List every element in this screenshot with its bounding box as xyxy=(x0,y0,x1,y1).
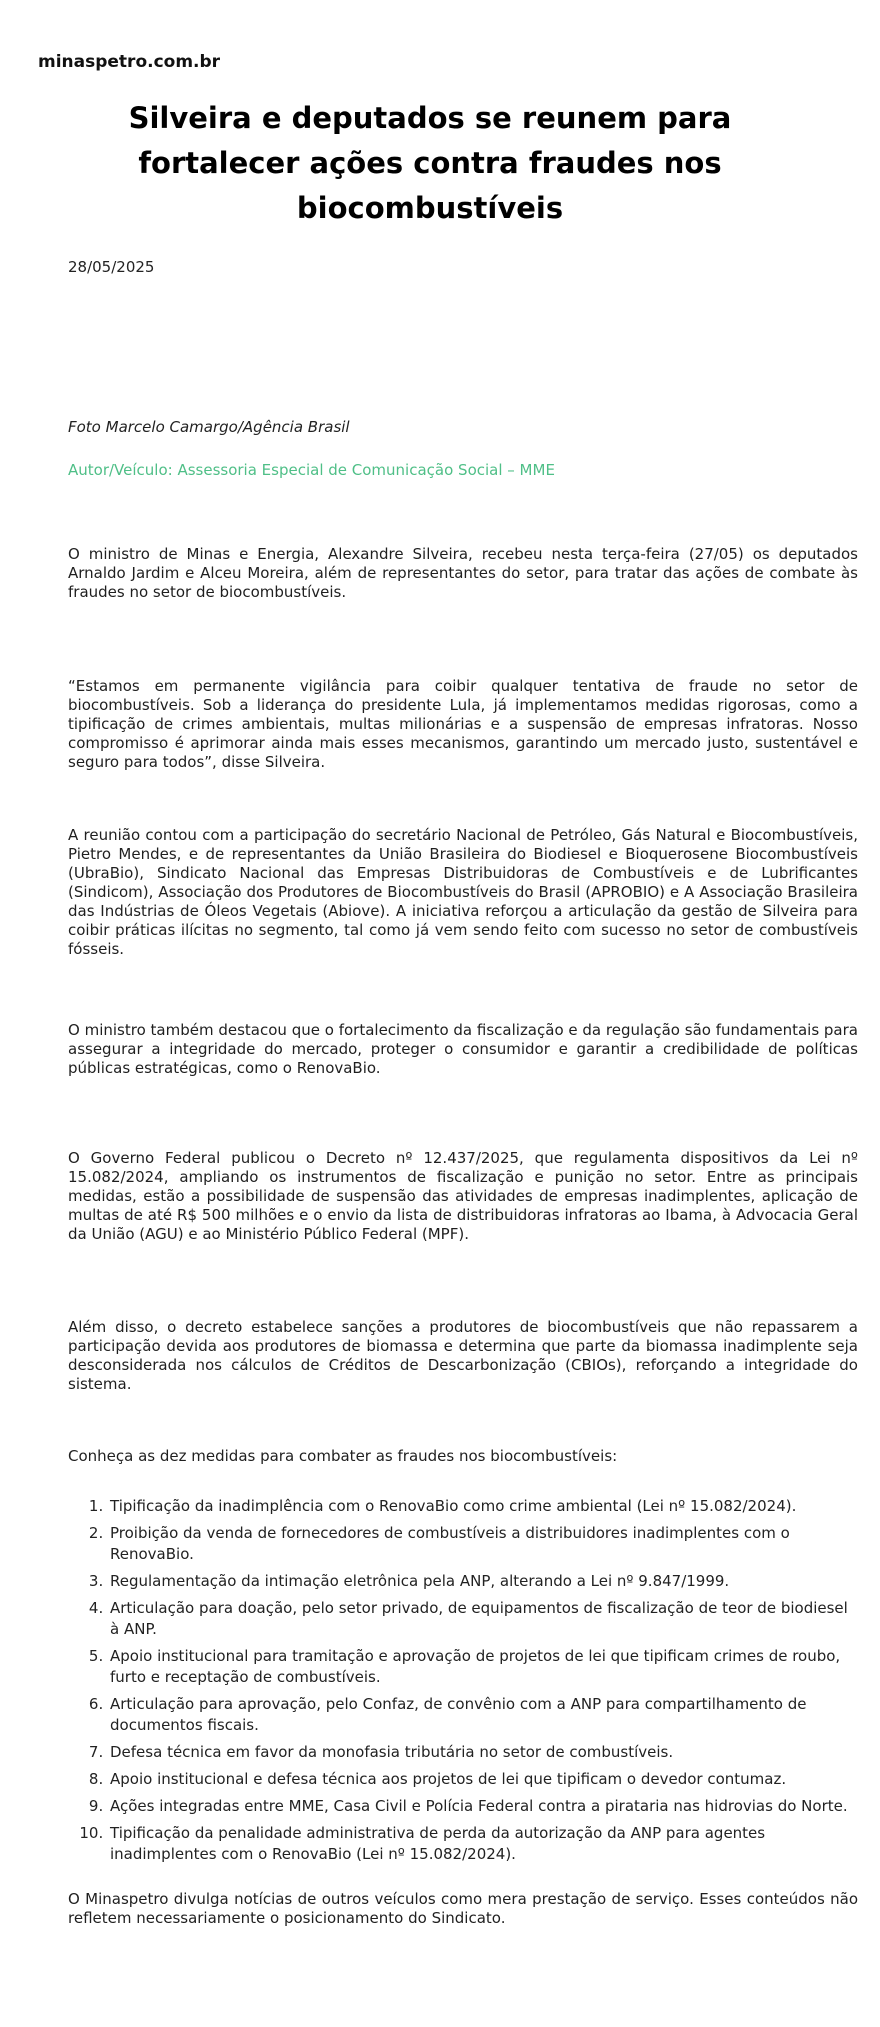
list-item: 8. Apoio institucional e defesa técnica aos projetos de lei que tipificam o devedor contumaz. xyxy=(108,1769,858,1790)
paragraph-meeting: A reunião contou com a participação do secretário Nacional de Petróleo, Gás Natural e Biocombustíveis, Pietro Mendes, e de representantes da União Brasileira do Biodiesel e Bioquerosene Biocombustíveis (UbraBio), Sindicato Nacional das Empresas Distribuidoras de Combustíveis e de Lubrificantes (Sindicom), Associação dos Produtores de Biocombustíveis do Brasil (APROBIO) e A Associação Brasileira das Indústrias de Óleos Vegetais (Abiove). A iniciativa reforçou a articulação da gestão de Silveira para coibir práticas ilícitas no segmento, tal como já vem sendo feito com sucesso no setor de combustíveis fósseis. xyxy=(68,826,858,958)
list-item: 6. Articulação para aprovação, pelo Confaz, de convênio com a ANP para compartilhamento de documentos fiscais. xyxy=(108,1694,858,1736)
measures-list xyxy=(68,1496,858,1871)
paragraph-quote: “Estamos em permanente vigilância para coibir qualquer tentativa de fraude no setor de biocombustíveis. Sob a liderança do presidente Lula, já implementamos medidas rigorosas, como a tipificação de crimes ambientais, multas milionárias e a suspensão de empresas infratoras. Nosso compromisso é aprimorar ainda mais esses mecanismos, garantindo um mercado justo, sustentável e seguro para todos”, disse Silveira. xyxy=(68,677,858,771)
paragraph-minister: O ministro também destacou que o fortalecimento da fiscalização e da regulação são fundamentais para assegurar a integridade do mercado, proteger o consumidor e garantir a credibilidade de políticas públicas estratégicas, como o RenovaBio. xyxy=(68,1021,858,1077)
list-item: 10. Tipificação da penalidade administrativa de perda da autorização da ANP para agentes inadimplentes com o RenovaBio (Lei nº 15.082/2024). xyxy=(108,1823,858,1865)
site-name: minaspetro.com.br xyxy=(38,52,221,72)
paragraph-measures-intro: Conheça as dez medidas para combater as fraudes nos biocombustíveis: xyxy=(68,1447,618,1465)
list-item: 4. Articulação para doação, pelo setor privado, de equipamentos de fiscalização de teor de biodiesel à ANP. xyxy=(108,1598,858,1640)
list-item: 5. Apoio institucional para tramitação e aprovação de projetos de lei que tipificam crimes de roubo, furto e receptação de combustíveis. xyxy=(108,1646,858,1688)
list-item: 7. Defesa técnica em favor da monofasia tributária no setor de combustíveis. xyxy=(108,1742,858,1763)
paragraph-sanctions: Além disso, o decreto estabelece sanções a produtores de biocombustíveis que não repassarem a participação devida aos produtores de biomassa e determina que parte da biomassa inadimplente seja desconsiderada nos cálculos de Créditos de Descarbonização (CBIOs), reforçando a integridade do sistema. xyxy=(68,1318,858,1393)
article-title: Silveira e deputados se reunem para fortalecer ações contra fraudes nos biocombustíveis xyxy=(128,101,732,225)
article-author: Autor/Veículo: Assessoria Especial de Comunicação Social – MME xyxy=(68,461,555,479)
paragraph-intro: O ministro de Minas e Energia, Alexandre Silveira, recebeu nesta terça-feira (27/05) os deputados Arnaldo Jardim e Alceu Moreira, além de representantes do setor, para tratar das ações de combate às fraudes no setor de biocombustíveis. xyxy=(68,545,858,601)
list-item: 1. Tipificação da inadimplência com o RenovaBio como crime ambiental (Lei nº 15.082/2024). xyxy=(108,1496,858,1517)
list-item: 9. Ações integradas entre MME, Casa Civil e Polícia Federal contra a pirataria nas hidrovias do Norte. xyxy=(108,1796,858,1817)
disclaimer: O Minaspetro divulga notícias de outros veículos como mera prestação de serviço. Esses conteúdos não refletem necessariamente o posicionamento do Sindicato. xyxy=(68,1890,858,1927)
list-item: 3. Regulamentação da intimação eletrônica pela ANP, alterando a Lei nº 9.847/1999. xyxy=(108,1571,858,1592)
paragraph-decree: O Governo Federal publicou o Decreto nº 12.437/2025, que regulamenta dispositivos da Lei nº 15.082/2024, ampliando os instrumentos de fiscalização e punição no setor. Entre as principais medidas, estão a possibilidade de suspensão das atividades de empresas inadimplentes, aplicação de multas de até R$ 500 milhões e o envio da lista de distribuidoras infratoras ao Ibama, à Advocacia Geral da União (AGU) e ao Ministério Público Federal (MPF). xyxy=(68,1149,858,1243)
photo-credit: Foto Marcelo Camargo/Agência Brasil xyxy=(68,418,350,436)
article-date: 28/05/2025 xyxy=(68,258,155,276)
list-item: 2. Proibição da venda de fornecedores de combustíveis a distribuidores inadimplentes com o RenovaBio. xyxy=(108,1523,858,1565)
